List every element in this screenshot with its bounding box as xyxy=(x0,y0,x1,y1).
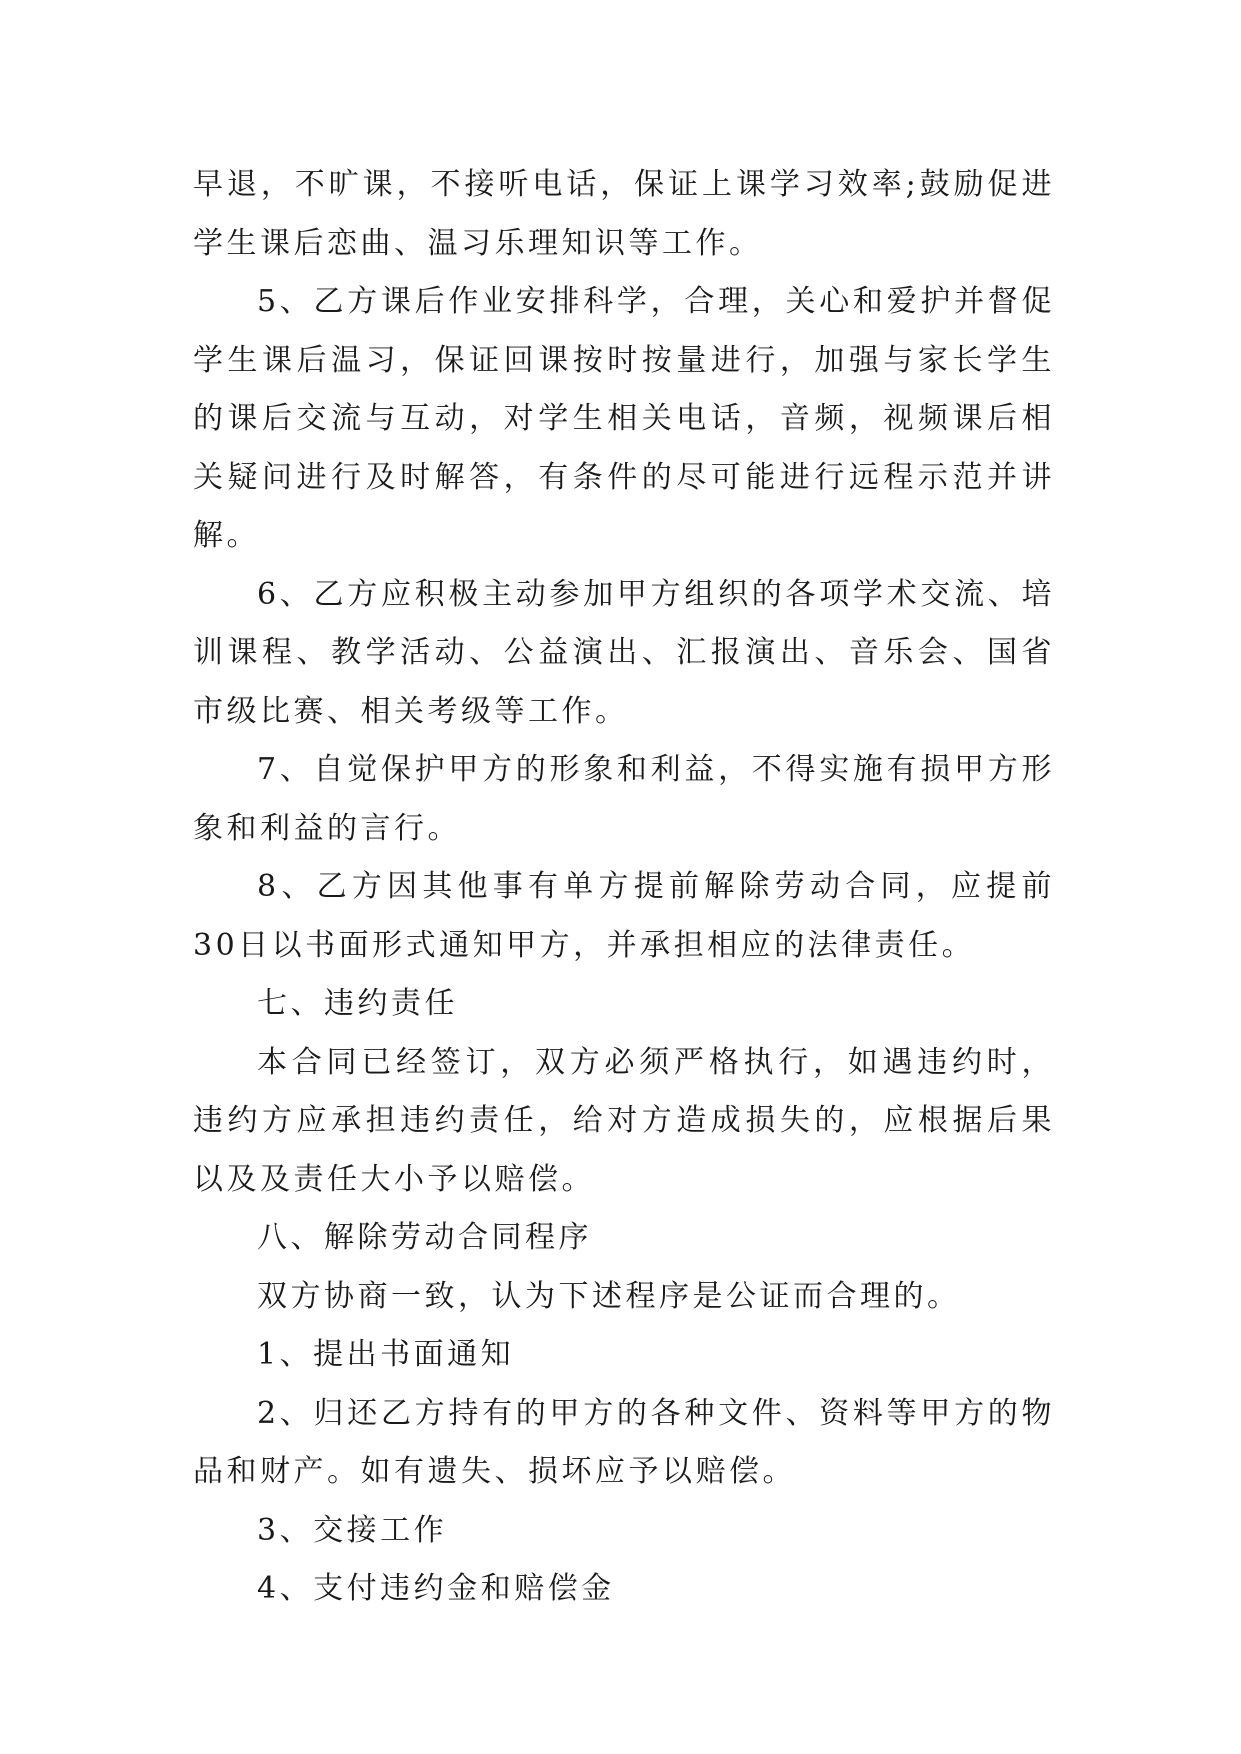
paragraph-item-7: 7、自觉保护甲方的形象和利益，不得实施有损甲方形象和利益的言行。 xyxy=(193,752,1055,846)
termination-step-4: 4、支付违约金和赔偿金 xyxy=(257,1571,615,1606)
termination-step-3: 3、交接工作 xyxy=(257,1512,448,1548)
paragraph-item-6: 6、乙方应积极主动参加甲方组织的各项学术交流、培训课程、教学活动、公益演出、汇报演出、音乐会、国省市级比赛、相关考级等工作。 xyxy=(193,576,1055,729)
section-heading-breach: 七、违约责任 xyxy=(257,986,458,1021)
paragraph-item-5: 5、乙方课后作业安排科学，合理，关心和爱护并督促学生课后温习，保证回课按时按量进行，加强与家长学生的课后交流与互动，对学生相关电话，音频，视频课后相关疑问进行及时解答，有条件的尽可能进行远程示范并讲解。 xyxy=(193,284,1055,553)
paragraph-item-8: 8、乙方因其他事有单方提前解除劳动合同，应提前30日以书面形式通知甲方，并承担相应的法律责任。 xyxy=(193,869,1055,963)
paragraph-termination-intro: 双方协商一致，认为下述程序是公证而合理的。 xyxy=(257,1278,961,1314)
section-heading-termination: 八、解除劳动合同程序 xyxy=(257,1220,592,1255)
termination-step-1: 1、提出书面通知 xyxy=(257,1337,515,1372)
paragraph-continuation: 早退，不旷课，不接听电话，保证上课学习效率;鼓励促进学生课后恋曲、温习乐理知识等工作。 xyxy=(193,167,1055,261)
termination-step-2: 2、归还乙方持有的甲方的各种文件、资料等甲方的物品和财产。如有遗失、损坏应予以赔偿。 xyxy=(193,1395,1055,1489)
document-body xyxy=(193,156,1055,1619)
paragraph-breach-liability: 本合同已经签订，双方必须严格执行，如遇违约时，违约方应承担违约责任，给对方造成损失的，应根据后果以及及责任大小予以赔偿。 xyxy=(193,1044,1055,1197)
